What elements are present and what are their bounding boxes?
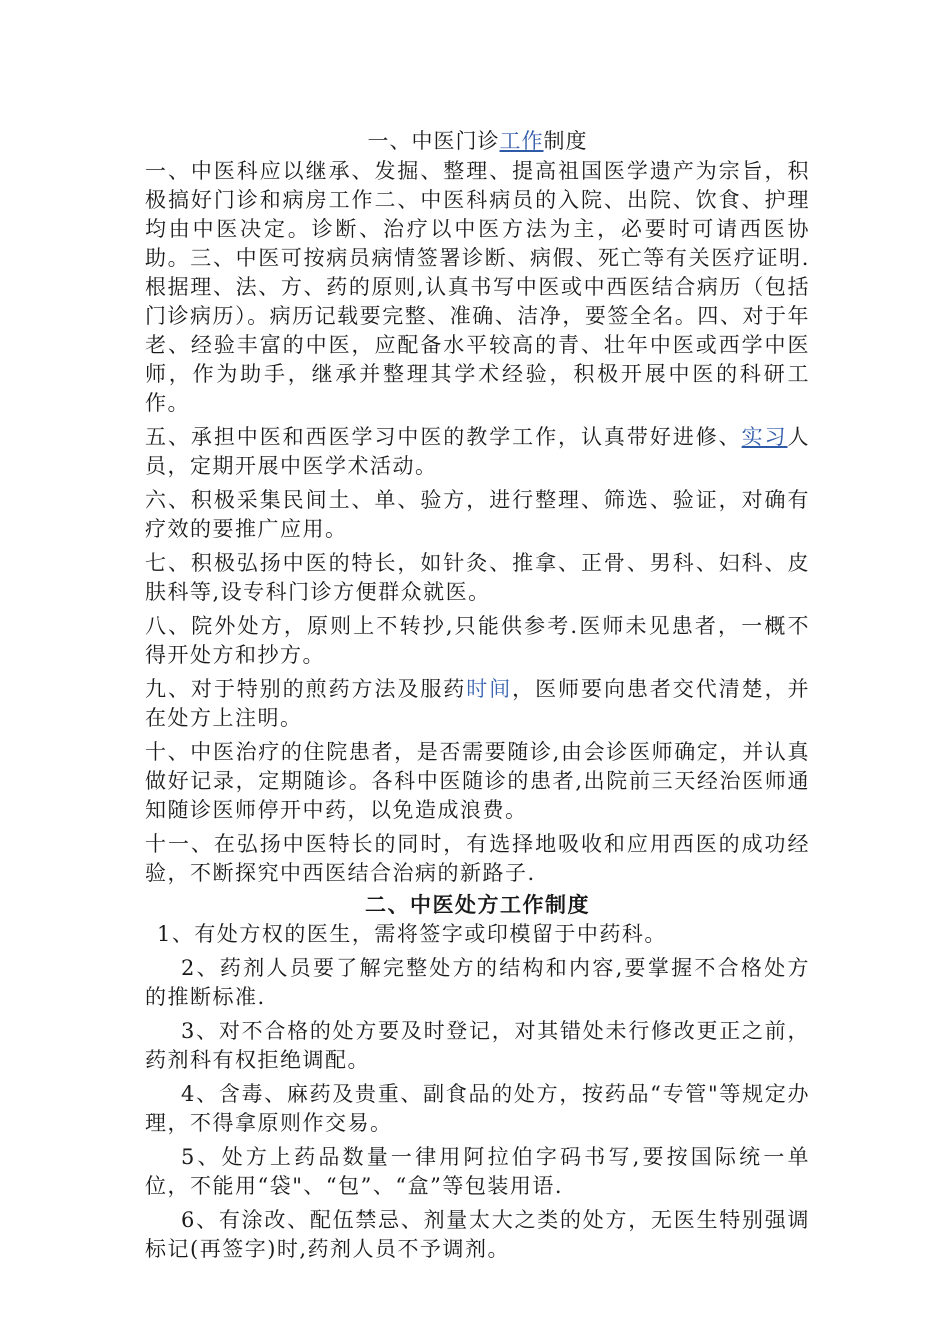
rule-item: 2、药剂人员要了解完整处方的结构和内容,要掌握不合格处方的推断标准. (145, 956, 810, 1009)
paragraph-7: 七、积极弘扬中医的特长，如针灸、推拿、正骨、男科、妇科、皮肤科等,设专科门诊方便群众就医。 (145, 551, 810, 604)
document-page (145, 125, 810, 1264)
paragraph-5: 五、承担中医和西医学习中医的教学工作，认真带好进修、实习人员，定期开展中医学术活动。 (145, 425, 811, 478)
paragraph-6: 六、积极采集民间土、单、验方，进行整理、筛选、验证，对确有疗效的要推广应用。 (145, 488, 810, 541)
section1-title: 一、中医门诊工作制度 (367, 129, 588, 153)
paragraph-1-4: 一、中医科应以继承、发掘、整理、提高祖国医学遗产为宗旨，积极搞好门诊和病房工作二、中医科病员的入院、出院、饮食、护理均由中医决定。诊断、治疗以中医方法为主，必要时可请西医协助。三、中医可按病员病情签署诊断、病假、死亡等有关医疗证明.根据理、法、方、药的原则,认真书写中医或中西医结合病历（包括门诊病历）。病历记载要完整、准确、洁净，要签全名。四、对于年老、经验丰富的中医，应配备水平较高的青、壮年中医或西学中医师，作为助手，继承并整理其学术经验，积极开展中医的科研工作。 (145, 159, 810, 415)
rule-item: 3、对不合格的处方要及时登记，对其错处未行修改更正之前，药剂科有权拒绝调配。 (145, 1019, 810, 1072)
rule-item: 5、处方上药品数量一律用阿拉伯字码书写,要按国际统一单位，不能用“袋"、“包”、“盒”等包装用语. (145, 1145, 810, 1198)
paragraph-8: 八、院外处方，原则上不转抄,只能供参考.医师未见患者，一概不得开处方和抄方。 (145, 614, 810, 667)
paragraph-10: 十、中医治疗的住院患者，是否需要随诊,由会诊医师确定，并认真做好记录，定期随诊。各科中医随诊的患者,出院前三天经治医师通知随诊医师停开中药，以免造成浪费。 (145, 740, 810, 822)
work-link[interactable]: 工作 (499, 129, 544, 153)
section2-title: 二、中医处方工作制度 (365, 893, 590, 917)
paragraph-9: 九、对于特别的煎药方法及服药时间，医师要向患者交代清楚，并在处方上注明。 (145, 677, 811, 730)
paragraph-11: 十一、在弘扬中医特长的同时，有选择地吸收和应用西医的成功经验，不断探究中西医结合治病的新路子. (145, 832, 810, 885)
rule-item: 6、有涂改、配伍禁忌、剂量太大之类的处方，无医生特别强调标记(再签字)时,药剂人员不予调剂。 (145, 1208, 810, 1261)
time-link[interactable]: 时间 (466, 677, 513, 701)
rule-item: 1、有处方权的医生，需将签字或印模留于中药科。 (157, 922, 667, 946)
internship-link[interactable]: 实习 (741, 425, 788, 449)
rule-item: 4、含毒、麻药及贵重、副食品的处方，按药品“专管"等规定办理，不得拿原则作交易。 (145, 1082, 810, 1135)
